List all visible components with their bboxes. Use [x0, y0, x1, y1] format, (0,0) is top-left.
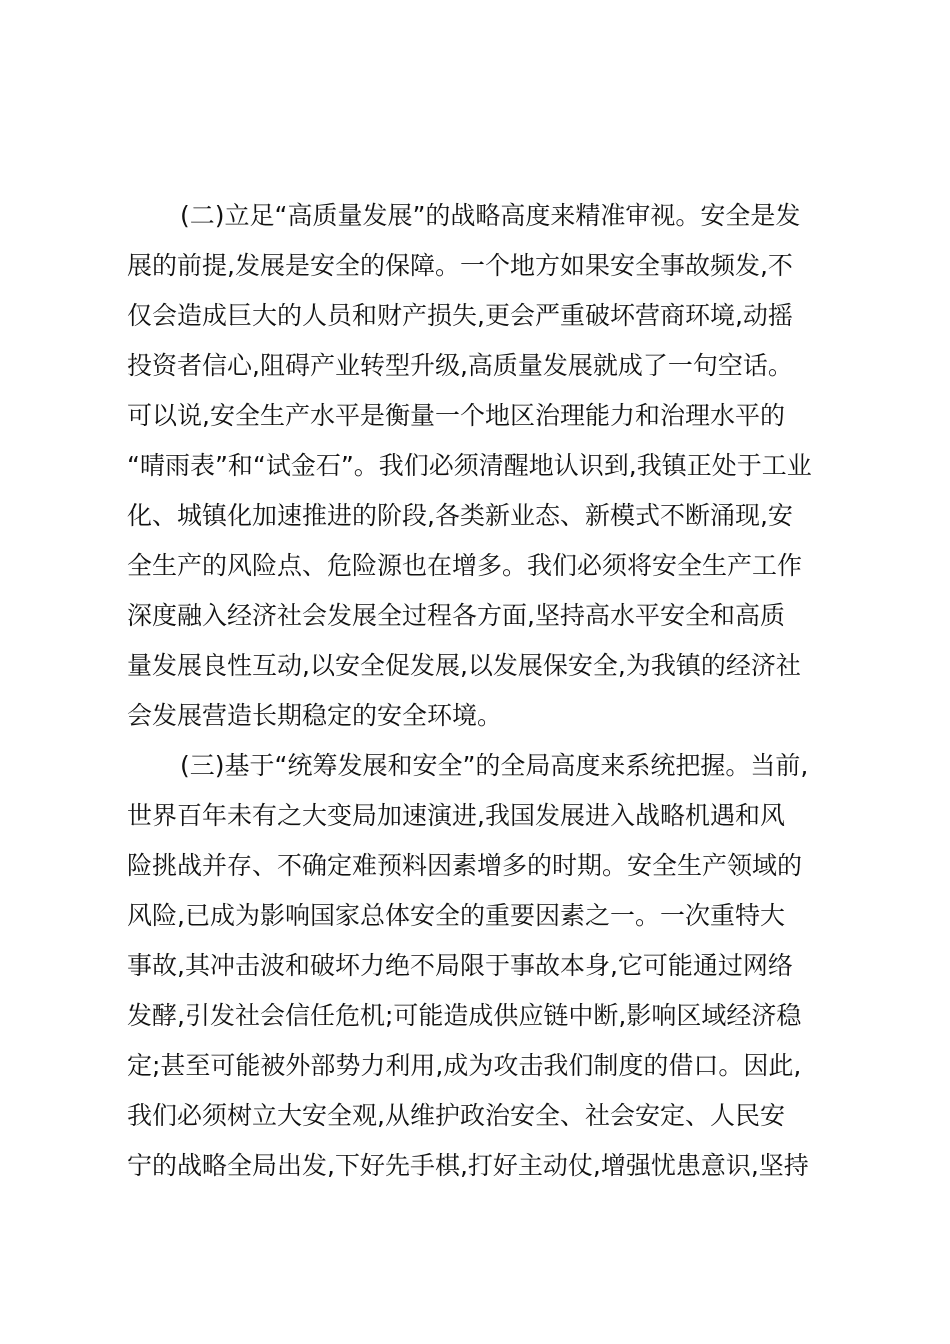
text-line: “晴雨表”和“试金石”。我们必须清醒地认识到,我镇正处于工业 — [127, 451, 812, 480]
text-line: 我们必须树立大安全观,从维护政治安全、社会安定、人民安 — [127, 1101, 785, 1130]
text-line: 投资者信心,阻碍产业转型升级,高质量发展就成了一句空话。 — [127, 351, 793, 380]
text-line: 全生产的风险点、危险源也在增多。我们必须将安全生产工作 — [127, 551, 803, 580]
text-line: 量发展良性互动,以安全促发展,以发展保安全,为我镇的经济社 — [127, 651, 801, 680]
text-line: (二)立足“高质量发展”的战略高度来精准审视。安全是发 — [180, 201, 801, 230]
text-line: 宁的战略全局出发,下好先手棋,打好主动仗,增强忧患意识,坚持 — [127, 1151, 809, 1180]
text-line: 展的前提,发展是安全的保障。一个地方如果安全事故频发,不 — [127, 251, 793, 280]
paragraph-3 — [127, 741, 827, 1191]
text-line: 发酵,引发社会信任危机;可能造成供应链中断,影响区域经济稳 — [127, 1001, 802, 1030]
text-line: 风险,已成为影响国家总体安全的重要因素之一。一次重特大 — [127, 901, 785, 930]
text-line: 会发展营造长期稳定的安全环境。 — [127, 701, 503, 730]
text-line: 世界百年未有之大变局加速演进,我国发展进入战略机遇和风 — [127, 801, 785, 830]
text-line: 险挑战并存、不确定难预料因素增多的时期。安全生产领域的 — [127, 851, 803, 880]
text-line: (三)基于“统筹发展和安全”的全局高度来系统把握。当前, — [180, 751, 809, 780]
paragraph-2 — [127, 191, 827, 741]
text-line: 定;甚至可能被外部势力利用,成为攻击我们制度的借口。因此, — [127, 1051, 802, 1080]
text-line: 深度融入经济社会发展全过程各方面,坚持高水平安全和高质 — [127, 601, 785, 630]
text-line: 仅会造成巨大的人员和财产损失,更会严重破坏营商环境,动摇 — [127, 301, 793, 330]
text-line: 事故,其冲击波和破坏力绝不局限于事故本身,它可能通过网络 — [127, 951, 793, 980]
body-text — [127, 191, 827, 1191]
text-line: 可以说,安全生产水平是衡量一个地区治理能力和治理水平的 — [127, 401, 785, 430]
text-line: 化、城镇化加速推进的阶段,各类新业态、新模式不断涌现,安 — [127, 501, 793, 530]
